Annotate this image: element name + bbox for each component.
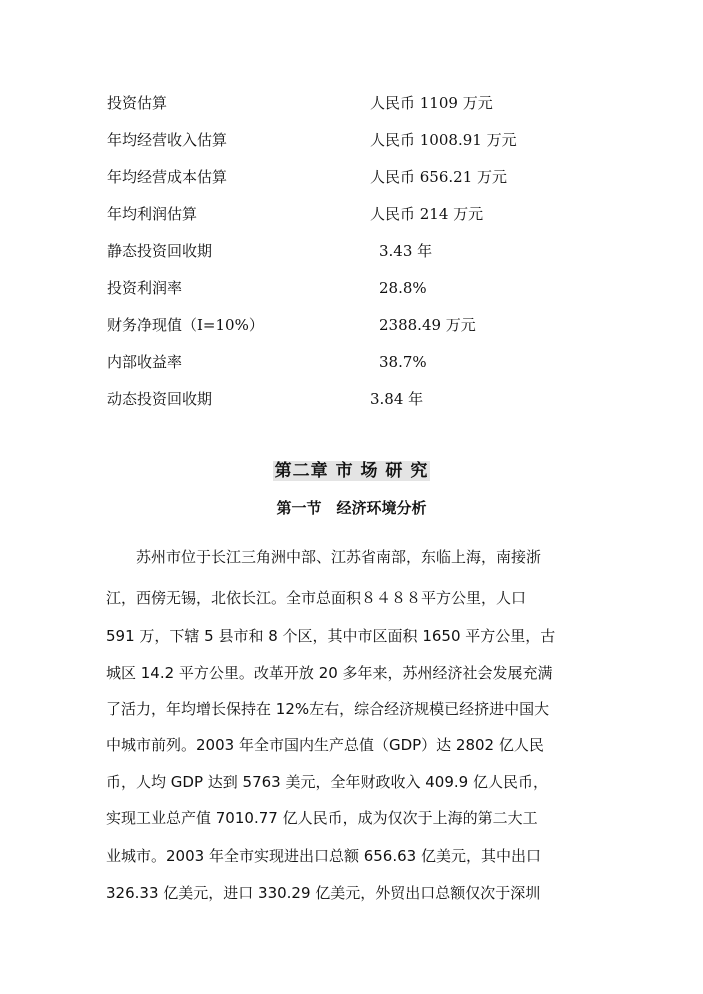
paragraph-line: 326.33 亿美元，进口 330.29 亿美元，外贸出口总额仅次于深圳 — [106, 884, 541, 902]
summary-value: 2388.49 万元 — [379, 316, 476, 334]
summary-row-dynamic-payback — [0, 384, 703, 414]
summary-value: 3.43 年 — [379, 242, 433, 260]
summary-row-profit — [0, 199, 703, 229]
chapter-title — [0, 457, 703, 485]
summary-value: 人民币 1109 万元 — [370, 94, 493, 112]
summary-label: 年均利润估算 — [107, 205, 198, 223]
summary-value: 人民币 1008.91 万元 — [370, 131, 517, 149]
paragraph-line: 实现工业总产值 7010.77 亿人民币，成为仅次于上海的第二大工 — [106, 809, 538, 827]
summary-value: 人民币 214 万元 — [370, 205, 484, 223]
paragraph-line: 苏州市位于长江三角洲中部、江苏省南部，东临上海，南接浙 — [106, 548, 542, 566]
summary-label: 内部收益率 — [107, 353, 183, 371]
summary-label: 动态投资回收期 — [107, 390, 213, 408]
paragraph-line: 中城市前列。2003 年全市国内生产总值（GDP）达 2802 亿人民 — [106, 736, 544, 754]
chapter-title-text: 第二章 市 场 研 究 — [274, 461, 429, 481]
paragraph-line: 了活力，年均增长保持在 12%左右，综合经济规模已经挤进中国大 — [106, 700, 550, 718]
summary-value: 38.7% — [379, 353, 427, 371]
paragraph-line: 城区 14.2 平方公里。改革开放 20 多年来，苏州经济社会发展充满 — [106, 664, 553, 682]
summary-label: 财务净现值（I=10%） — [107, 316, 264, 334]
summary-label: 年均经营收入估算 — [107, 131, 228, 149]
summary-value: 3.84 年 — [370, 390, 424, 408]
summary-row-investment — [0, 88, 703, 118]
summary-label: 年均经营成本估算 — [107, 168, 228, 186]
paragraph-line: 业城市。2003 年全市实现进出口总额 656.63 亿美元，其中出口 — [106, 847, 541, 865]
summary-row-static-payback — [0, 236, 703, 266]
section-title: 第一节 经济环境分析 — [276, 499, 427, 517]
summary-row-roi — [0, 273, 703, 303]
paragraph-line: 江，西傍无锡，北依长江。全市总面积８４８８平方公里，人口 — [106, 589, 527, 607]
summary-row-irr — [0, 347, 703, 377]
summary-row-cost — [0, 162, 703, 192]
summary-label: 投资利润率 — [107, 279, 183, 297]
paragraph-line: 591 万，下辖 5 县市和 8 个区，其中市区面积 1650 平方公里，古 — [106, 627, 556, 645]
summary-row-revenue — [0, 125, 703, 155]
summary-value: 28.8% — [379, 279, 427, 297]
summary-row-npv — [0, 310, 703, 340]
paragraph-line: 币，人均 GDP 达到 5763 美元，全年财政收入 409.9 亿人民币， — [106, 773, 548, 791]
summary-label: 静态投资回收期 — [107, 242, 213, 260]
summary-label: 投资估算 — [107, 94, 168, 112]
summary-value: 人民币 656.21 万元 — [370, 168, 508, 186]
